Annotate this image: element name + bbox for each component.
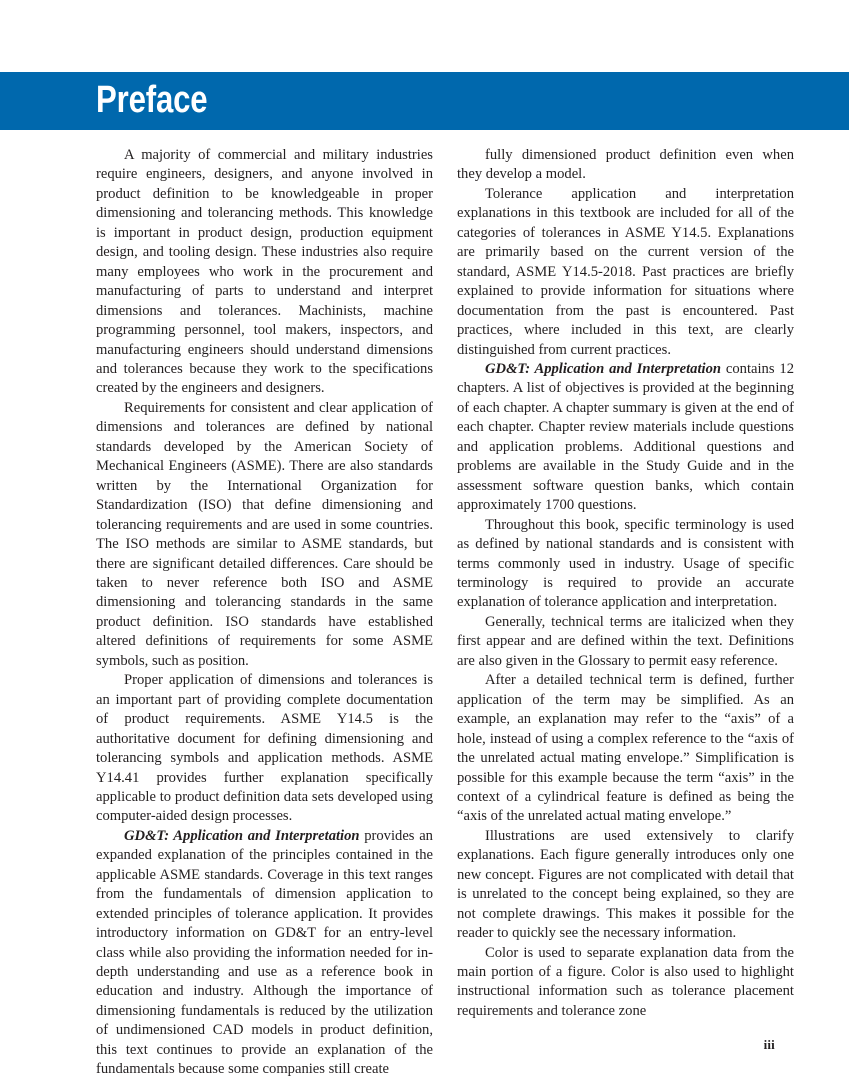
left-column	[96, 146, 433, 1080]
paragraph: GD&T: Application and Interpretation contains 12 chapters. A list of objectives is provided at the beginning of each chapter. A chapter summary is given at the end of each chapter. Chapter review materials include questions and application problems. Additional questions and problems are available in the Study Guide and in the assessment software question banks, which contain approximately 1700 questions.	[457, 360, 794, 514]
paragraph: Proper application of dimensions and tolerances is an important part of providing complete documentation of product requirements. ASME Y14.5 is the authoritative document for defining dimensioning and tolerancing symbols and application methods. ASME Y14.41 provides further explanation specifically applicable to product definition data sets developed using computer-aided design processes.	[96, 672, 433, 825]
paragraph: fully dimensioned product definition even when they develop a model.	[457, 147, 794, 183]
paragraph: Generally, technical terms are italicized when they first appear and are defined within the text. Definitions are also given in the Glossary to permit easy reference.	[457, 613, 794, 669]
paragraph: Requirements for consistent and clear application of dimensions and tolerances are defined by national standards developed by the American Society of Mechanical Engineers (ASME). There are also standards written by the International Organization for Standardization (ISO) that define dimensioning and tolerancing requirements and are used in some countries. The ISO methods are similar to ASME standards, but there are significant detailed differences. Care should be taken to never reference both ISO and ASME dimensioning and tolerancing standards in the same product definition. ISO standards have established altered definitions of requirements for some ASME symbols, such as position.	[96, 399, 433, 669]
emphasized-title-run: GD&T: Application and Interpretation	[124, 827, 360, 844]
right-column	[457, 146, 794, 1021]
paragraph: Tolerance application and interpretation explanations in this textbook are included for all of the categories of tolerances in ASME Y14.5. Explanations are primarily based on the current version of the standard, ASME Y14.5-2018. Past practices are briefly explained to provide information for situations where documentation from the past is encountered. Past practices, where included in this text, are clearly distinguished from current practices.	[457, 185, 794, 358]
paragraph: Illustrations are used extensively to clarify explanations. Each figure generally introduces only one new concept. Figures are not complicated with detail that is unrelated to the concept being explained, so they are not complete drawings. This makes it possible for the reader to quickly see the necessary information.	[457, 827, 794, 942]
page-number: iii	[763, 1037, 775, 1052]
emphasized-title-run: GD&T: Application and Interpretation	[485, 360, 721, 377]
paragraph: GD&T: Application and Interpretation provides an expanded explanation of the principles contained in the applicable ASME standards. Coverage in this text ranges from the fundamentals of dimension application to extended principles of tolerance application. It provides introductory information on GD&T for an entry-level class while also providing the information needed for in-depth understanding and use as a reference book in education and industry. Although the importance of dimensioning fundamentals is reduced by the utilization of undimensioned CAD models in product definition, this text continues to provide an explanation of the fundamentals because some companies still create	[96, 827, 433, 1078]
paragraph: Throughout this book, specific terminology is used as defined by national standards and is consistent with terms commonly used in industry. Usage of specific terminology is required to provide an accurate explanation of tolerance application and interpretation.	[457, 516, 794, 611]
paragraph: After a detailed technical term is defined, further application of the term may be simplified. As an example, an explanation may refer to the “axis” of a hole, instead of using a complex reference to the “axis of the unrelated actual mating envelope.” Simplification is possible for this example because the term “axis” in the context of a cylindrical feature is defined as being the “axis of the unrelated actual mating envelope.”	[457, 672, 794, 825]
paragraph: A majority of commercial and military industries require engineers, designers, and anyone involved in product definition to be knowledgeable in proper dimensioning and tolerancing methods. This knowledge is important in product design, production equipment design, and tooling design. These industries also require many employees who work in the procurement and manufacturing of parts to understand and interpret dimensions and tolerances. Machinists, machine programming personnel, tool makers, inspectors, and manufacturing engineers should understand dimensions and tolerances because they work to the specifications created by the engineers and designers.	[96, 147, 433, 397]
page-title: Preface	[96, 79, 208, 121]
paragraph: Color is used to separate explanation data from the main portion of a figure. Color is also used to highlight instructional information such as tolerance placement requirements and tolerance zone	[457, 944, 794, 1019]
